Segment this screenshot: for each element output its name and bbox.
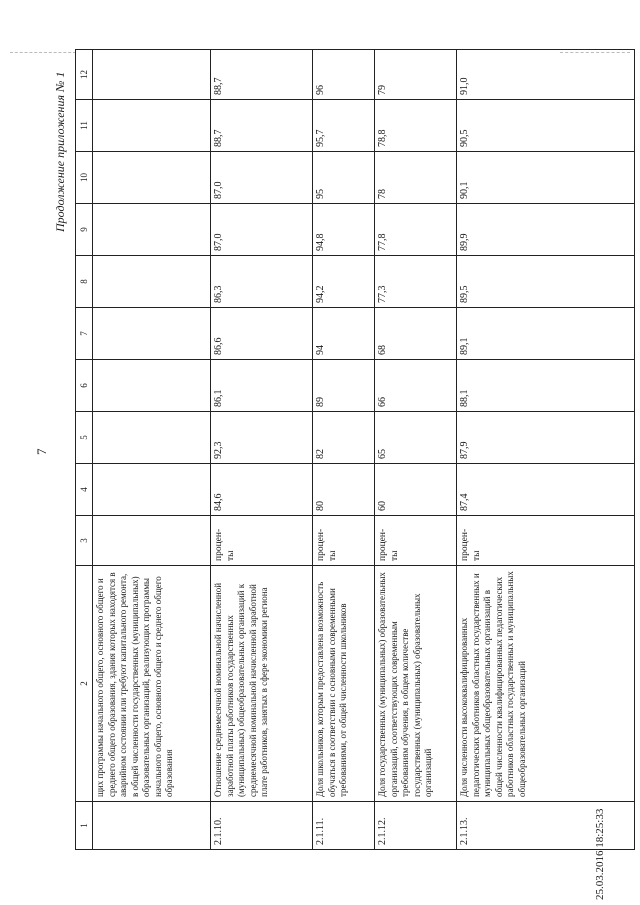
row-unit xyxy=(93,516,211,566)
table-row xyxy=(211,50,313,850)
row-value: 60 xyxy=(375,464,457,516)
row-value: 68 xyxy=(375,308,457,360)
row-value: 80 xyxy=(313,464,375,516)
row-value: 78 xyxy=(375,152,457,204)
row-description: щих программы начального общего, основного общего и среднего общего образования, здания которых находятся в аварийном состоянии или требуют капитального ремонта, в общей численности государственных (муниципальных) образовательных организаций, реализующих программы начального общего, основного общего и среднего общего образования xyxy=(93,566,211,802)
column-number: 12 xyxy=(76,50,93,100)
column-number: 9 xyxy=(76,204,93,256)
column-number: 3 xyxy=(76,516,93,566)
row-unit: процен-ты xyxy=(313,516,375,566)
row-description: Доля численности высококвалифицированных педагогических работников областных государственных и муниципальных общеобразовательных организаций в общей численности квалифицированных педагогических работников областных государственных и муниципальных общеобразовательных организаций xyxy=(457,566,635,802)
row-value: 78,8 xyxy=(375,100,457,152)
row-value: 86,3 xyxy=(211,256,313,308)
row-unit: процен-ты xyxy=(211,516,313,566)
row-value: 88,7 xyxy=(211,100,313,152)
row-value xyxy=(93,152,211,204)
row-value: 88,1 xyxy=(457,360,635,412)
row-value: 94,2 xyxy=(313,256,375,308)
row-value: 87,4 xyxy=(457,464,635,516)
row-value: 89,5 xyxy=(457,256,635,308)
appendix-note: Продолжение приложения № 1 xyxy=(53,71,67,232)
row-value xyxy=(93,412,211,464)
row-value: 92,3 xyxy=(211,412,313,464)
page-number: 7 xyxy=(34,448,49,455)
row-value: 77,3 xyxy=(375,256,457,308)
row-value: 89,9 xyxy=(457,204,635,256)
column-number: 10 xyxy=(76,152,93,204)
row-value: 87,0 xyxy=(211,204,313,256)
row-value xyxy=(93,100,211,152)
data-table-rotated xyxy=(75,50,635,850)
row-value: 90,5 xyxy=(457,100,635,152)
row-value: 90,1 xyxy=(457,152,635,204)
row-unit: процен-ты xyxy=(375,516,457,566)
row-value: 89,1 xyxy=(457,308,635,360)
row-value: 77,8 xyxy=(375,204,457,256)
column-number-row xyxy=(76,50,93,850)
row-value xyxy=(93,256,211,308)
column-number: 8 xyxy=(76,256,93,308)
row-description: Доля школьников, которым предоставлена возможность обучаться в соответствии с основными современными требованиями, от общей численности школьников xyxy=(313,566,375,802)
row-value: 87,0 xyxy=(211,152,313,204)
column-number: 2 xyxy=(76,566,93,802)
row-value: 96 xyxy=(313,50,375,100)
row-description: Отношение среднемесячной номинальной начисленной заработной платы работников государственных (муниципальных) общеобразовательных организаций к среднемесячной номинальной начисленной заработной плате работников, занятых в сфере экономики региона xyxy=(211,566,313,802)
row-value: 94 xyxy=(313,308,375,360)
table-row xyxy=(313,50,375,850)
scan-artifact-line xyxy=(10,52,76,53)
column-number: 5 xyxy=(76,412,93,464)
row-value xyxy=(93,360,211,412)
row-value xyxy=(93,204,211,256)
column-number: 7 xyxy=(76,308,93,360)
table-row xyxy=(93,50,211,850)
row-value: 89 xyxy=(313,360,375,412)
row-value xyxy=(93,50,211,100)
column-number: 4 xyxy=(76,464,93,516)
row-value xyxy=(93,464,211,516)
row-value: 82 xyxy=(313,412,375,464)
column-number: 1 xyxy=(76,802,93,850)
table-row xyxy=(457,50,635,850)
row-value: 84,6 xyxy=(211,464,313,516)
row-value: 79 xyxy=(375,50,457,100)
row-value: 94,8 xyxy=(313,204,375,256)
row-code: 2.1.11. xyxy=(313,802,375,850)
row-value xyxy=(93,308,211,360)
column-number: 6 xyxy=(76,360,93,412)
row-value: 86,1 xyxy=(211,360,313,412)
row-description: Доля государственных (муниципальных) образовательных организаций, соответствующих современным требованиям обучения, в общем количестве государственных (муниципальных) образовательных организаций xyxy=(375,566,457,802)
row-value: 87,9 xyxy=(457,412,635,464)
row-value: 86,6 xyxy=(211,308,313,360)
table-row xyxy=(375,50,457,850)
row-code: 2.1.13. xyxy=(457,802,635,850)
column-number: 11 xyxy=(76,100,93,152)
row-unit: процен-ты xyxy=(457,516,635,566)
row-code: 2.1.12. xyxy=(375,802,457,850)
row-value: 65 xyxy=(375,412,457,464)
row-value: 95 xyxy=(313,152,375,204)
footer-timestamp: 25.03.2016 18:25:33 xyxy=(594,808,606,900)
row-value: 95,7 xyxy=(313,100,375,152)
row-code: 2.1.10. xyxy=(211,802,313,850)
row-value: 88,7 xyxy=(211,50,313,100)
row-value: 66 xyxy=(375,360,457,412)
row-code xyxy=(93,802,211,850)
row-value: 91,0 xyxy=(457,50,635,100)
indicators-table xyxy=(75,49,635,850)
